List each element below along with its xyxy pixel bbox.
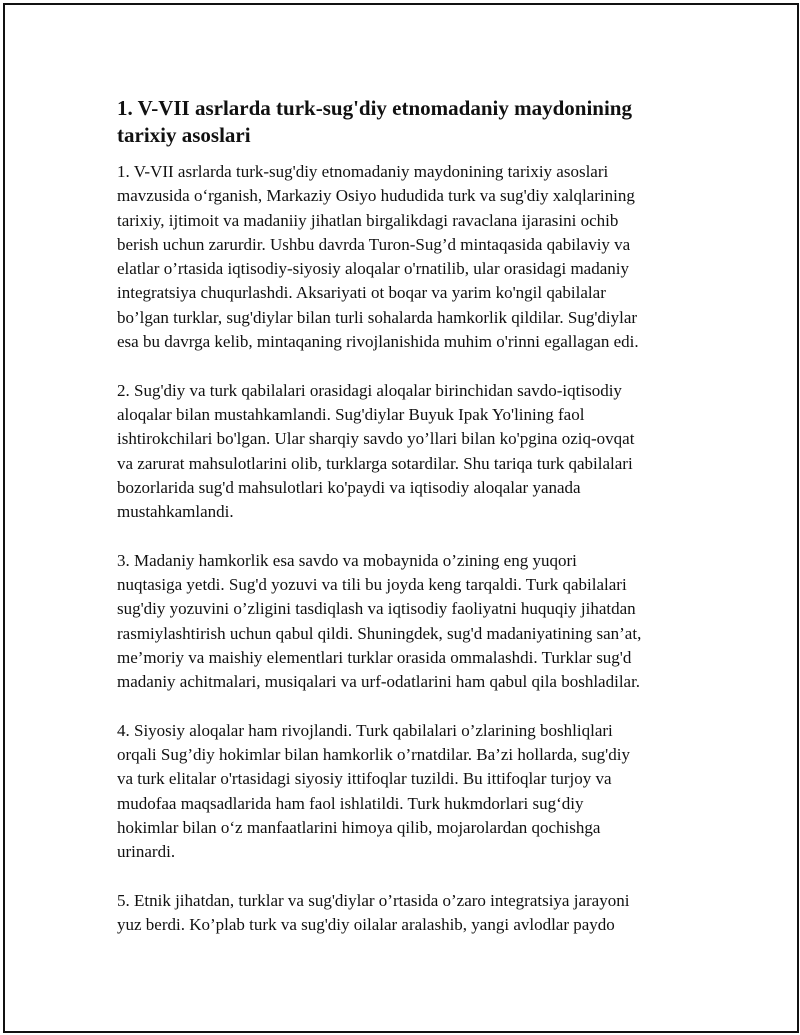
text-line: 5. Etnik jihatdan, turklar va sug'diylar o’rtasida o’zaro integratsiya jarayoni — [117, 890, 630, 910]
paragraph-1 — [117, 160, 691, 354]
document-body — [117, 95, 691, 962]
text-line: aloqalar bilan mustahkamlandi. Sug'diylar Buyuk Ipak Yo'lining faol — [117, 404, 585, 424]
text-line: sug'diy yozuvini o’zligini tasdiqlash va iqtisodiy faoliyatni huquqiy jihatdan — [117, 599, 636, 619]
text-line: 1. V-VII asrlarda turk-sug'diy etnomadaniy maydonining tarixiy asoslari — [117, 162, 609, 181]
text-line: yuz berdi. Ko’plab turk va sug'diy oilalar aralashib, yangi avlodlar paydo — [117, 915, 615, 935]
text-line: urinardi. — [117, 842, 176, 862]
text-line: nuqtasiga yetdi. Sug'd yozuvi va tili bu joyda keng tarqaldi. Turk qabilalari — [117, 575, 627, 595]
text-line: 3. Madaniy hamkorlik esa savdo va mobaynida o’zining eng yuqori — [117, 550, 577, 570]
heading-line: 1. V-VII asrlarda turk-sug'diy etnomadaniy maydonining — [117, 96, 632, 120]
paragraph-5 — [117, 889, 691, 938]
text-line: bozorlarida sug'd mahsulotlari ko'paydi va iqtisodiy aloqalar yanada — [117, 477, 581, 497]
paragraph-4 — [117, 719, 691, 865]
text-line: mustahkamlandi. — [117, 502, 234, 522]
text-line: hokimlar bilan o‘z manfaatlarini himoya qilib, mojarolardan qochishga — [117, 818, 601, 838]
paragraph-3 — [117, 549, 691, 695]
text-line: va zarurat mahsulotlarini olib, turklarga sotardilar. Shu tariqa turk qabilalari — [117, 453, 633, 473]
text-line: bo’lgan turklar, sug'diylar bilan turli sohalarda hamkorlik qildilar. Sug'diylar — [117, 307, 638, 327]
text-line: tarixiy, ijtimoit va madaniiy jihatlan birgalikdagi ravaclana ijarasini ochib — [117, 210, 619, 230]
text-line: integratsiya chuqurlashdi. Aksariyati ot boqar va yarim ko'ngil qabilalar — [117, 283, 606, 303]
paragraph-2 — [117, 379, 691, 525]
text-line: esa bu davrga kelib, mintaqaning rivojlanishida muhim o'rinni egallagan edi. — [117, 332, 639, 352]
text-line: mavzusida o‘rganish, Markaziy Osiyo hududida turk va sug'diy xalqlarining — [117, 186, 635, 206]
text-line: me’moriy va maishiy elementlari turklar orasida ommalashdi. Turklar sug'd — [117, 647, 632, 667]
text-line: elatlar o’rtasida iqtisodiy-siyosiy aloqalar o'rnatilib, ular orasidagi madaniy — [117, 259, 629, 279]
text-line: va turk elitalar o'rtasidagi siyosiy ittifoqlar tuzildi. Bu ittifoqlar turjoy va — [117, 769, 612, 789]
heading-line: tarixiy asoslari — [117, 123, 251, 147]
text-line: orqali Sug’diy hokimlar bilan hamkorlik o’rnatdilar. Ba’zi hollarda, sug'diy — [117, 745, 630, 765]
text-line: mudofaa maqsadlarida ham faol ishlatildi. Turk hukmdorlari sug‘diy — [117, 793, 584, 813]
text-line: ishtirokchilari bo'lgan. Ular sharqiy savdo yo’llari bilan ko'pgina oziq-ovqat — [117, 429, 635, 449]
text-line: 4. Siyosiy aloqalar ham rivojlandi. Turk qabilalari o’zlarining boshliqlari — [117, 720, 613, 740]
text-line: rasmiylashtirish uchun qabul qildi. Shuningdek, sug'd madaniyatining san’at, — [117, 623, 642, 643]
text-line: madaniy achitmalari, musiqalari va urf-odatlarini ham qabul qila boshladilar. — [117, 672, 641, 692]
text-line: 2. Sug'diy va turk qabilalari orasidagi aloqalar birinchidan savdo-iqtisodiy — [117, 380, 622, 400]
document-heading — [117, 95, 691, 149]
text-line: berish uchun zarurdir. Ushbu davrda Turon-Sug’d mintaqasida qabilaviy va — [117, 234, 631, 254]
